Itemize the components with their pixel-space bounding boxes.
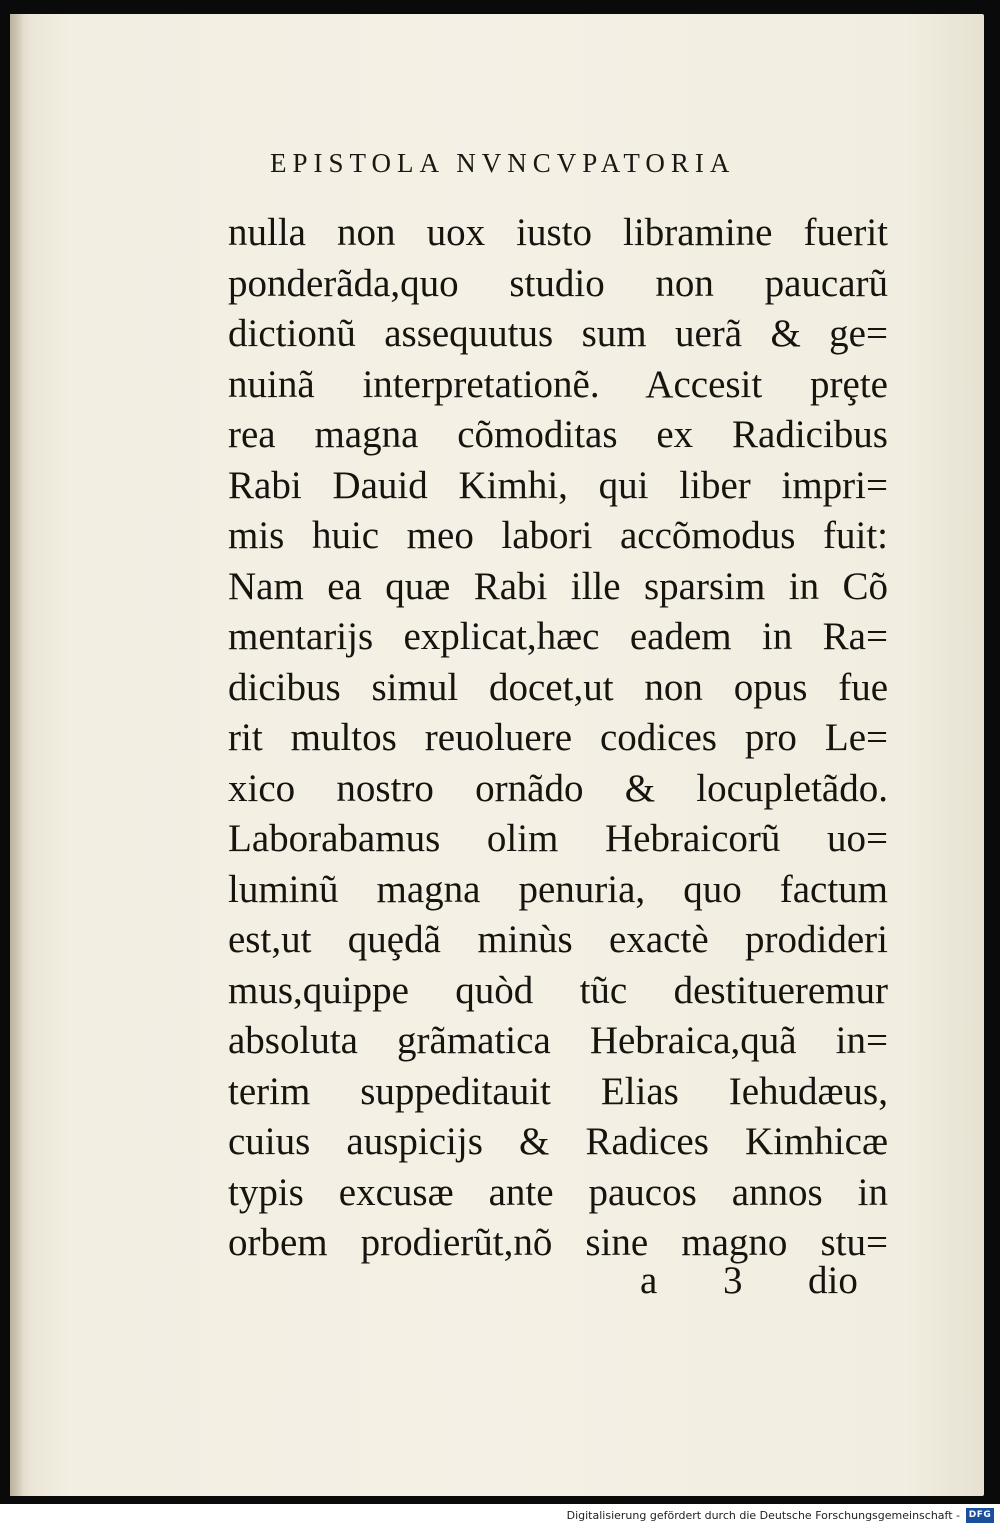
text-line: orbem prodierũt,nõ sine magno stu= [228,1221,888,1264]
text-line: absoluta grãmatica Hebraica,quã in= [228,1019,888,1062]
text-line: mus,quippe quòd tũc destitueremur [228,968,888,1012]
text-line: cuius auspicijs & Radices Kimhicæ [228,1120,888,1163]
text-line: rit multos reuoluere codices pro Le= [228,716,888,759]
text-line: dictionũ assequutus sum uerã & ge= [228,312,888,355]
dfg-logo: DFG [966,1508,994,1523]
text-line: rea magna cõmoditas ex Radicibus [228,413,888,456]
funding-credit: Digitalisierung gefördert durch die Deutsche Forschungsgemeinschaft - [566,1509,960,1522]
text-line: terim suppeditauit Elias Iehudæus, [228,1069,888,1113]
body-text [228,208,888,1269]
text-line: typis excusæ ante paucos annos in [228,1170,888,1214]
text-line: Rabi Dauid Kimhi, qui liber impri= [228,463,888,507]
text-line: nuinã interpretationẽ. Accesit prȩte [228,362,888,406]
catchword: dio [808,1259,858,1302]
text-line: est,ut quȩdã minùs exactè prodideri [228,918,888,961]
text-line: luminũ magna penuria, quo factum [228,867,888,911]
footer-bar [0,1504,1000,1529]
text-line: Nam ea quæ Rabi ille sparsim in Cõ [228,564,888,608]
text-line: ponderãda,quo studio non paucarũ [228,261,888,305]
signature-mark: a [640,1259,658,1302]
text-line: nulla non uox iusto libramine fuerit [228,211,888,254]
text-line: dicibus simul docet,ut non opus fue [228,665,888,709]
text-line: xico nostro ornãdo & locupletãdo. [228,766,888,810]
text-line: Laborabamus olim Hebraicorũ uo= [228,817,888,860]
running-head: EPISTOLA NVNCVPATORIA [270,148,736,178]
text-line: mis huic meo labori accõmodus fuit: [228,514,888,557]
text-line: mentarijs explicat,hæc eadem in Ra= [228,615,888,658]
leaf-number: 3 [723,1259,743,1302]
